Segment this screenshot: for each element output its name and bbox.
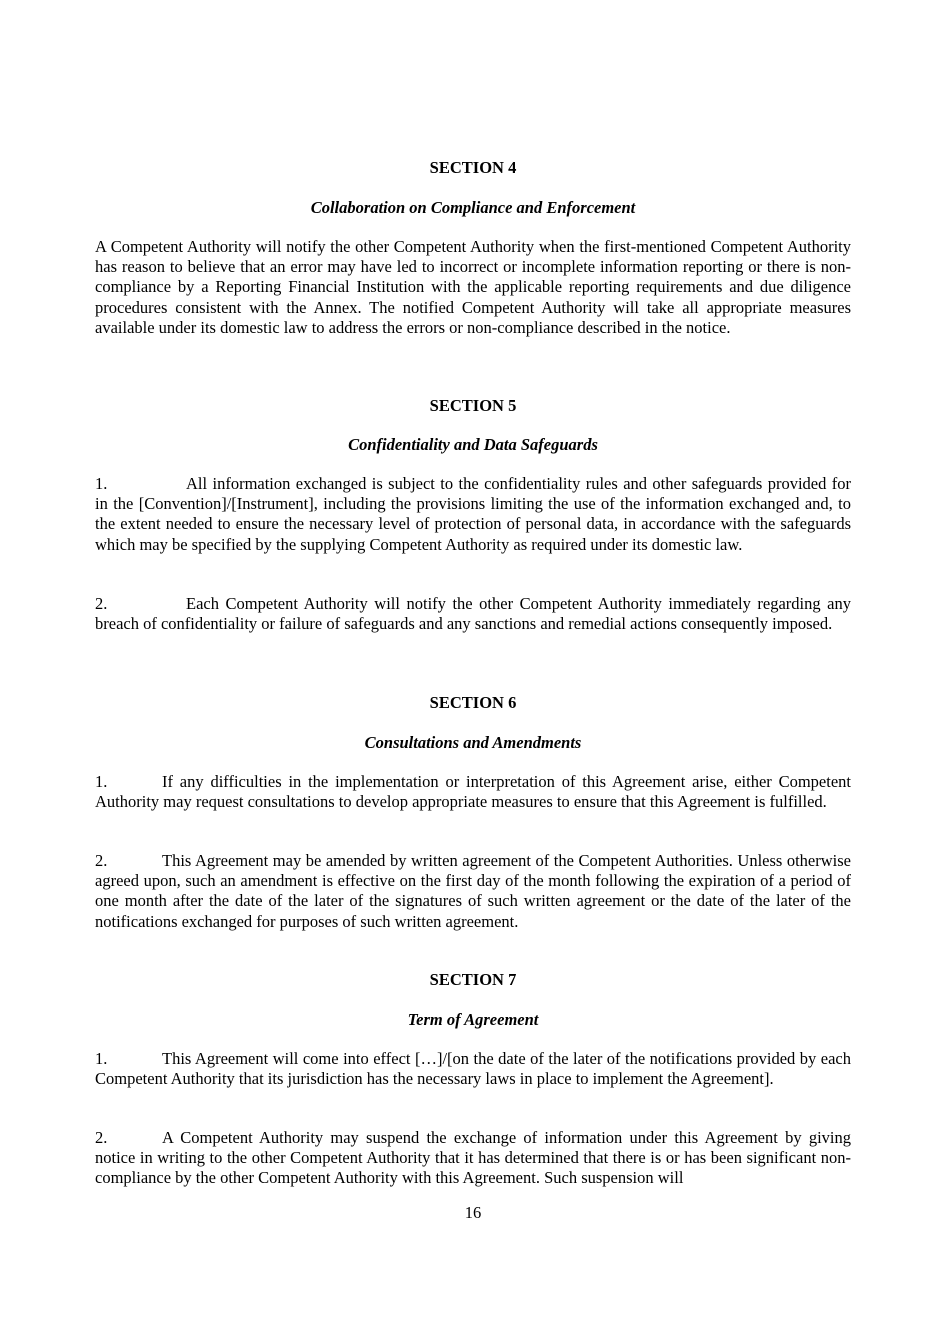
- section-5-heading: SECTION 5: [429, 396, 517, 415]
- section-7-title: Term of Agreement: [407, 1010, 539, 1029]
- document-page: [95, 0, 851, 1342]
- paragraph-number: 1.: [95, 772, 108, 791]
- section-4-paragraph: A Competent Authority will notify the other Competent Authority when the first-mentioned Competent Authority has reason to believe that an error may have led to incorrect or incomplete information reporting or there is non-compliance by a Reporting Financial Institution with the applicable reporting requirements and due diligence procedures consistent with the Annex. The notified Competent Authority will take all appropriate measures available under its domestic law to address the errors or non-compliance described in the notice.: [95, 237, 851, 337]
- section-6-paragraph-1: [95, 772, 851, 812]
- section-5-paragraph-1: [95, 474, 851, 555]
- page-number: 16: [464, 1203, 482, 1222]
- paragraph-text: This Agreement may be amended by written agreement of the Competent Authorities. Unless otherwise agreed upon, such an amendment is effective on the first day of the month following the expiration of a period of one month after the date of the later of the signatures of such written agreement or the date of the later of the notifications exchanged for purposes of such written agreement.: [95, 851, 851, 931]
- paragraph-text: A Competent Authority may suspend the exchange of information under this Agreement by giving notice in writing to the other Competent Authority that it has determined that there is or has been significant non-compliance by the other Competent Authority with this Agreement. Such suspension will: [95, 1128, 851, 1188]
- paragraph-number: 1.: [95, 1049, 108, 1068]
- paragraph-number: 2.: [95, 1128, 108, 1147]
- section-6-heading: SECTION 6: [429, 693, 517, 712]
- section-7-paragraph-1: [95, 1049, 851, 1089]
- paragraph-text: All information exchanged is subject to the confidentiality rules and other safeguards provided for in the [Convention]/[Instrument], including the provisions limiting the use of the information exchanged and, to the extent needed to ensure the necessary level of protection of personal data, in accordance with the safeguards which may be specified by the supplying Competent Authority as required under its domestic law.: [95, 474, 851, 554]
- paragraph-text: Each Competent Authority will notify the other Competent Authority immediately regarding any breach of confidentiality or failure of safeguards and any sanctions and remedial actions consequently imposed.: [95, 594, 851, 634]
- paragraph-text: This Agreement will come into effect […]/[on the date of the later of the notifications provided by each Competent Authority that its jurisdiction has the necessary laws in place to implement the Agreement].: [95, 1049, 851, 1089]
- section-4-title: Collaboration on Compliance and Enforcement: [310, 198, 636, 217]
- paragraph-text: If any difficulties in the implementation or interpretation of this Agreement arise, either Competent Authority may request consultations to develop appropriate measures to ensure that this Agreement is fulfilled.: [95, 772, 851, 812]
- paragraph-number: 2.: [95, 594, 108, 613]
- section-7-paragraph-2: [95, 1128, 851, 1189]
- paragraph-number: 2.: [95, 851, 108, 870]
- section-7-heading: SECTION 7: [429, 970, 517, 989]
- paragraph-number: 1.: [95, 474, 108, 493]
- section-5-title: Confidentiality and Data Safeguards: [348, 435, 598, 454]
- section-4-heading: SECTION 4: [429, 158, 517, 177]
- section-6-paragraph-2: [95, 851, 851, 932]
- section-5-paragraph-2: [95, 594, 851, 634]
- section-6-title: Consultations and Amendments: [364, 733, 582, 752]
